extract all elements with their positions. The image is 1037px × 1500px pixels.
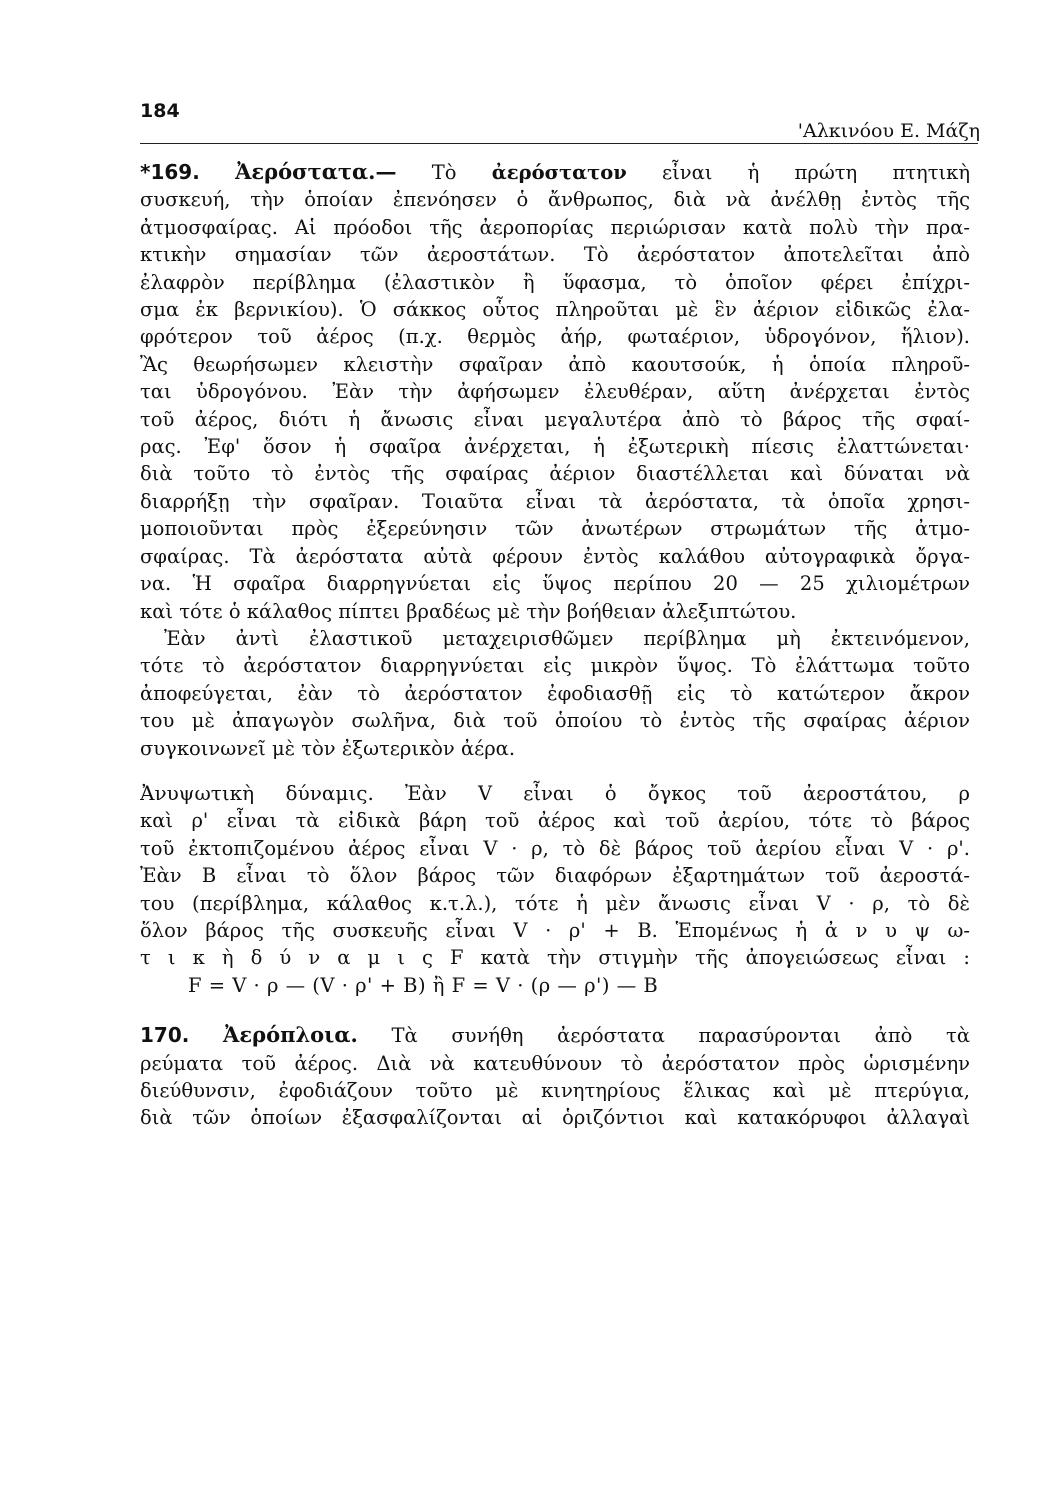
text-line: σμα ἐκ βερνικίου). Ὁ σάκκος οὗτος πληροῦται μὲ ἓν ἀέριον εἰδικῶς ἐλα- — [140, 298, 970, 322]
section-title: Ἀερόπλοια. — [223, 1022, 358, 1048]
text-line: φρότερον τοῦ ἀέρος (π.χ. θερμὸς ἀήρ, φωταέριον, ὑδρογόνον, ἥλιον). — [140, 325, 970, 349]
section-number: 170. — [140, 1023, 190, 1048]
text-line: του (περίβλημα, κάλαθος κ.τ.λ.), τότε ἡ μὲν ἄνωσις εἶναι V · ρ, τὸ δὲ — [140, 891, 970, 915]
paragraph-gap — [140, 762, 970, 780]
text-line: να. Ἡ σφαῖρα διαρρηγνύεται εἰς ὕψος περίπου 20 — 25 χιλιομέτρων — [140, 572, 970, 596]
text-line: Ἐὰν ἀντὶ ἐλαστικοῦ μεταχειρισθῶμεν περίβλημα μὴ ἐκτεινόμενον, — [164, 626, 970, 650]
page-header — [140, 100, 980, 144]
section-title: Ἀερόστατα.— — [235, 159, 397, 184]
text-span: Τὰ συνήθη ἀερόστατα παρασύρονται ἀπὸ τὰ — [391, 1024, 970, 1048]
running-head: 'Αλκινόου Ε. Μάζη — [797, 120, 980, 142]
text-line: συσκευή, τὴν ὁποίαν ἐπενόησεν ὁ ἄνθρωπος, διὰ νὰ ἀνέλθῃ ἐντὸς τῆς — [140, 188, 970, 212]
text-line: μοποιοῦνται πρὸς ἐξερεύνησιν τῶν ἀνωτέρων στρωμάτων τῆς ἀτμο- — [140, 517, 970, 541]
section-number: *169. — [140, 160, 200, 184]
text-line: Ἂς θεωρήσωμεν κλειστὴν σφαῖραν ἀπὸ καουτσούκ, ἡ ὁποία πληροῦ- — [140, 352, 970, 376]
text-line: διὰ τῶν ὁποίων ἐξασφαλίζονται αἱ ὁριζόντιοι καὶ κατακόρυφοι ἀλλαγαὶ — [140, 1106, 970, 1130]
text-line: ὅλον βάρος τῆς συσκευῆς εἶναι V · ρ' + B. Ἑπομένως ἡ ἀ ν υ ψ ω- — [140, 918, 970, 942]
text-line: ρας. Ἐφ' ὅσον ἡ σφαῖρα ἀνέρχεται, ἡ ἐξωτερικὴ πίεσις ἐλαττώνεται· — [140, 435, 970, 459]
text-line: ται ὑδρογόνου. Ἐὰν τὴν ἀφήσωμεν ἐλευθέραν, αὕτη ἀνέρχεται ἐντὸς — [140, 380, 970, 404]
section-169-heading-line — [140, 158, 970, 186]
text-line: ἀτμοσφαίρας. Αἱ πρόοδοι τῆς ἀεροπορίας περιώρισαν κατὰ πολὺ τὴν πρα- — [140, 215, 970, 239]
subheading: Ἀνυψωτικὴ δύναμις. — [140, 780, 374, 805]
text-line: ἀποφεύγεται, ἐὰν τὸ ἀερόστατον ἐφοδιασθῇ εἰς τὸ κατώτερον ἄκρον — [140, 681, 970, 705]
text-line: του μὲ ἀπαγωγὸν σωλῆνα, διὰ τοῦ ὁποίου τὸ ἐντὸς τῆς σφαίρας ἀέριον — [140, 709, 970, 733]
text-line: διὰ τοῦτο τὸ ἐντὸς τῆς σφαίρας ἀέριον διαστέλλεται καὶ δύναται νὰ — [140, 462, 970, 486]
header-rule — [140, 143, 978, 144]
text-line: σφαίρας. Τὰ ἀερόστατα αὐτὰ φέρουν ἐντὸς καλάθου αὐτογραφικὰ ὄργα- — [140, 544, 970, 568]
text-line: διεύθυνσιν, ἐφοδιάζουν τοῦτο μὲ κινητηρίους ἕλικας καὶ μὲ πτερύγια, — [140, 1079, 970, 1102]
text-line: κτικὴν σημασίαν τῶν ἀεροστάτων. Τὸ ἀερόστατον ἀποτελεῖται ἀπὸ — [140, 243, 970, 267]
key-term: ἀερόστατον — [491, 161, 627, 184]
text-line: τότε τὸ ἀερόστατον διαρρηγνύεται εἰς μικρὸν ὕψος. Τὸ ἐλάττωμα τοῦτο — [140, 654, 970, 678]
buoyancy-formula: F = V · ρ — (V · ρ' + B) ἢ F = V · (ρ — ρ') — B — [188, 973, 659, 997]
text-span: εἶναι ἡ πρώτη πτητικὴ — [661, 161, 970, 184]
text-line: διαρρήξῃ τὴν σφαῖραν. Τοιαῦτα εἶναι τὰ ἀερόστατα, τὰ ὁποῖα χρησι- — [140, 489, 970, 513]
text-line: ρεύματα τοῦ ἀέρος. Διὰ νὰ κατευθύνουν τὸ ἀερόστατον πρὸς ὡρισμένην — [140, 1051, 970, 1075]
body-text — [140, 158, 970, 1132]
text-line: Ἐὰν B εἶναι τὸ ὅλον βάρος τῶν διαφόρων ἐξαρτημάτων τοῦ ἀεροστά- — [140, 864, 970, 888]
text-line: τ ι κ ὴ δ ύ ν α μ ι ς F κατὰ τὴν στιγμὴν τῆς ἀπογειώσεως εἶναι : — [140, 946, 970, 970]
text-line: τοῦ ἐκτοπιζομένου ἀέρος εἶναι V · ρ, τὸ δὲ βάρος τοῦ ἀερίου εἶναι V · ρ'. — [140, 836, 970, 860]
text-line: καὶ ρ' εἶναι τὰ εἰδικὰ βάρη τοῦ ἀέρος καὶ τοῦ ἀερίου, τότε τὸ βάρος — [140, 809, 970, 833]
buoyancy-first-line — [140, 780, 970, 807]
paragraph-gap — [140, 999, 970, 1021]
page-number: 184 — [140, 100, 180, 122]
section-170-heading-line — [140, 1021, 970, 1049]
text-line: καὶ τότε ὁ κάλαθος πίπτει βραδέως μὲ τὴν βοήθειαν ἀλεξιπτώτου. — [140, 599, 797, 623]
text-line: τοῦ ἀέρος, διότι ἡ ἄνωσις εἶναι μεγαλυτέρα ἀπὸ τὸ βάρος τῆς σφαί- — [140, 407, 970, 431]
text-line: ἐλαφρὸν περίβλημα (ἐλαστικὸν ἢ ὕφασμα, τὸ ὁποῖον φέρει ἐπίχρι- — [140, 270, 970, 294]
text-span: Ἐὰν V εἶναι ὁ ὄγκος τοῦ ἀεροστάτου, ρ — [405, 781, 970, 805]
text-line: συγκοινωνεῖ μὲ τὸν ἐξωτερικὸν ἀέρα. — [140, 736, 516, 760]
text-span: Τὸ — [431, 161, 457, 184]
